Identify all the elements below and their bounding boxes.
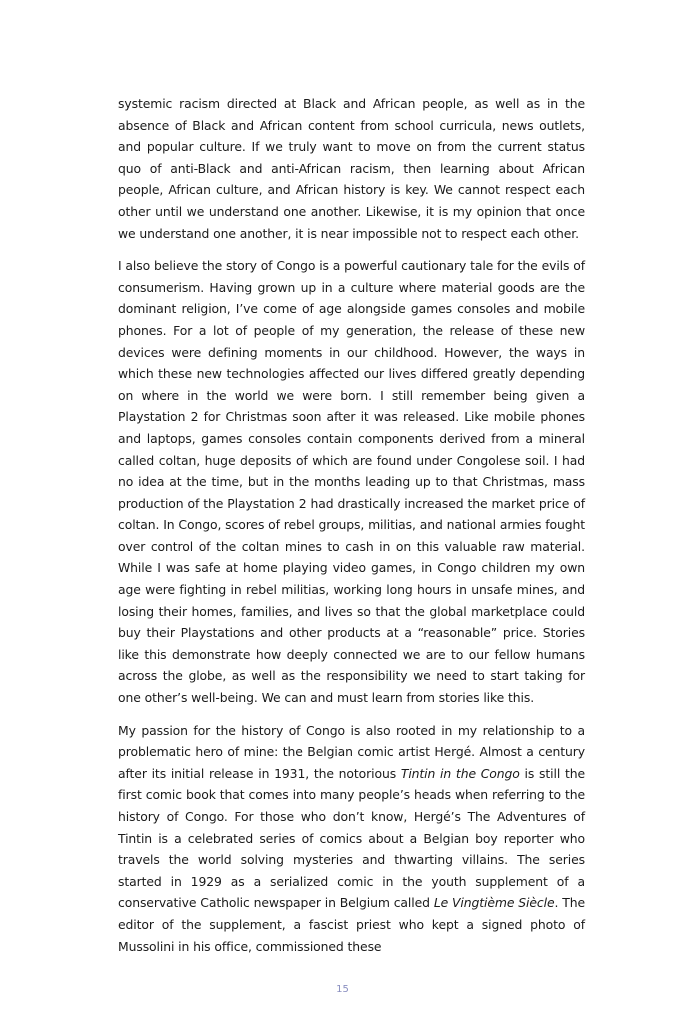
paragraph-3	[118, 720, 585, 958]
paragraph-2-text: I also believe the story of Congo is a powerful cautionary tale for the evils of consumerism. Having grown up in a culture where material goods are the dominant religion, I’ve come of age alongside games consoles and mobile phones. For a lot of people of my generation, the release of these new devices were defining moments in our childhood. However, the ways in which these new technologies affected our lives differed greatly depending on where in the world we were born. I still remember being given a Playstation 2 for Christmas soon after it was released. Like mobile phones and laptops, games consoles contain components derived from a mineral called coltan, huge deposits of which are found under Congolese soil. I had no idea at the time, but in the months leading up to that Christmas, mass production of the Playstation 2 had drastically increased the market price of coltan. In Congo, scores of rebel groups, militias, and national armies fought over control of the coltan mines to cash in on this valuable raw material. While I was safe at home playing video games, in Congo children my own age were fighting in rebel militias, working long hours in unsafe mines, and losing their homes, families, and lives so that the global marketplace could buy their Playstations and other products at a “reasonable” price. Stories like this demonstrate how deeply connected we are to our fellow humans across the globe, as well as the responsibility we need to start taking for one other’s well-being. We can and must learn from stories like this.	[118, 258, 585, 706]
paragraph-3-text-b: is still the first comic book that comes into many people’s heads when referring to the history of Congo. For those who don’t know, Hergé’s The Adventures of Tintin is a celebrated series of comics about a Belgian boy reporter who travels the world solving mysteries and thwarting villains. The series started in 1929 as a serialized comic in the youth supplement of a conservative Catholic newspaper in Belgium called	[118, 765, 585, 911]
paragraph-2	[118, 255, 585, 708]
paragraph-1	[118, 93, 585, 244]
book-title-tintin-in-the-congo: Tintin in the Congo	[400, 765, 520, 781]
newspaper-title-le-vingtieme-siecle: Le Vingtième Siècle	[433, 895, 555, 911]
paragraph-3-text-a: My passion for the history of Congo is also rooted in my relationship to a problematic hero of mine: the Belgian comic artist Hergé. Almost a century after its initial release in 1931, the notorious	[118, 722, 585, 781]
page-body	[118, 93, 585, 968]
paragraph-3-text-c: . The editor of the supplement, a fascist priest who kept a signed photo of Mussolini in his office, commissioned these	[118, 895, 585, 954]
page-number: 15	[336, 984, 349, 995]
paragraph-1-text: systemic racism directed at Black and African people, as well as in the absence of Black and African content from school curricula, news outlets, and popular culture. If we truly want to move on from the current status quo of anti-Black and anti-African racism, then learning about African people, African culture, and African history is key. We cannot respect each other until we understand one another. Likewise, it is my opinion that once we understand one another, it is near impossible not to respect each other.	[118, 96, 585, 241]
